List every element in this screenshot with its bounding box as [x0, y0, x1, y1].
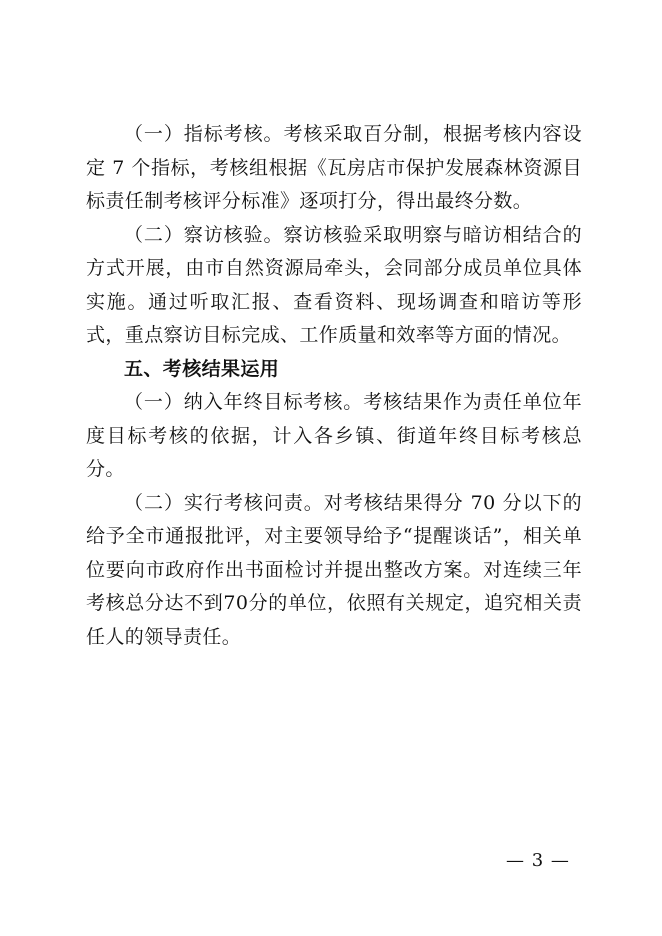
document-body	[86, 118, 582, 654]
paragraph-indicator-assessment: （一）指标考核。考核采取百分制，根据考核内容设定 7 个指标，考核组根据《瓦房店市保护发展森林资源目标责任制考核评分标准》逐项打分，得出最终分数。	[86, 123, 582, 212]
paragraph-inspection-verification: （二）察访核验。察访核验采取明察与暗访相结合的方式开展，由市自然资源局牵头，会同部分成员单位具体实施。通过听取汇报、查看资料、现场调查和暗访等形式，重点察访目标完成、工作质量和效率等方面的情况。	[86, 223, 582, 346]
paragraph-accountability: （二）实行考核问责。对考核结果得分 70 分以下的给予全市通报批评，对主要领导给予“提醒谈话”，相关单位要向市政府作出书面检讨并提出整改方案。对连续三年考核总分达不到70分的单位，依照有关规定，追究相关责任人的领导责任。	[86, 491, 582, 648]
paragraph-annual-assessment: （一）纳入年终目标考核。考核结果作为责任单位年度目标考核的依据，计入各乡镇、街道年终目标考核总分。	[86, 391, 582, 480]
section-heading: 五、考核结果运用	[124, 357, 280, 380]
page-number: — 3 —	[506, 850, 570, 871]
